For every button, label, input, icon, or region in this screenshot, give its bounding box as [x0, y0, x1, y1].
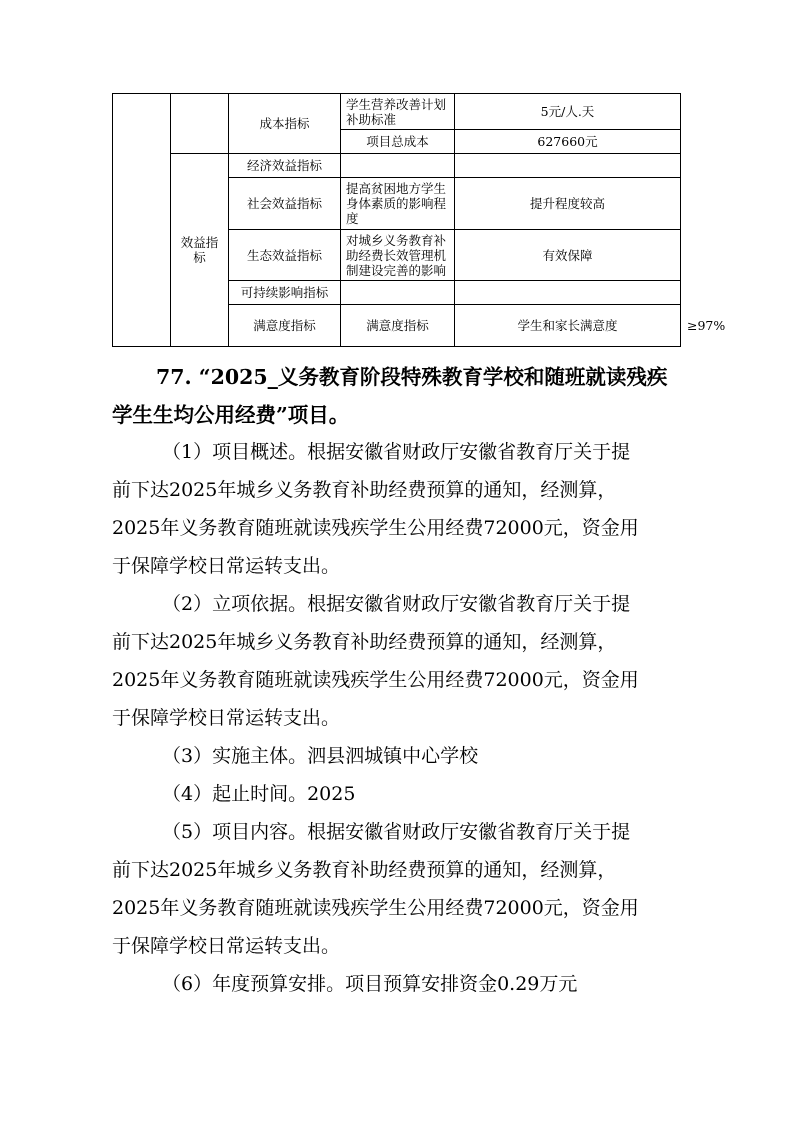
social-metric-cell: 提高贫困地方学生身体素质的影响程度: [341, 178, 455, 230]
satisfaction-indicator-label: 满意度指标: [229, 305, 341, 347]
paragraph-line: 2025年义务教育随班就读残疾学生公用经费72000元，资金用: [112, 897, 639, 919]
table-empty-cell: [113, 94, 171, 347]
paragraph-line: （4）起止时间。2025: [162, 783, 356, 805]
benefit-indicator-label: 效益指标: [171, 154, 229, 347]
paragraph-line: 前下达2025年城乡义务教育补助经费预算的通知，经测算，: [112, 479, 617, 501]
paragraph-line: 前下达2025年城乡义务教育补助经费预算的通知，经测算，: [112, 859, 617, 881]
heading-line: 学生生均公用经费”项目。: [112, 403, 350, 427]
cost-value-cell: 5元/人.天: [455, 94, 681, 130]
paragraph-line: 前下达2025年城乡义务教育补助经费预算的通知，经测算，: [112, 631, 617, 653]
paragraph-line: 于保障学校日常运转支出。: [112, 935, 341, 957]
paragraph-line: （3）实施主体。泗县泗城镇中心学校: [162, 745, 479, 767]
paragraph-line: 2025年义务教育随班就读残疾学生公用经费72000元，资金用: [112, 517, 639, 539]
project-heading: [112, 358, 692, 434]
cost-indicator-label: 成本指标: [229, 94, 341, 154]
table-empty-cell: [341, 281, 455, 305]
table-empty-cell: [341, 154, 455, 178]
cost-metric-cell: 项目总成本: [341, 130, 455, 154]
cost-metric-cell: 学生营养改善计划补助标准: [341, 94, 455, 130]
table-empty-cell: [455, 154, 681, 178]
paragraph-line: （2）立项依据。根据安徽省财政厅安徽省教育厅关于提: [162, 593, 631, 615]
paragraph-line: 于保障学校日常运转支出。: [112, 555, 341, 577]
economic-indicator-label: 经济效益指标: [229, 154, 341, 178]
paragraph-line: （1）项目概述。根据安徽省财政厅安徽省教育厅关于提: [162, 441, 631, 463]
ecological-indicator-label: 生态效益指标: [229, 230, 341, 281]
cost-value-cell: 627660元: [455, 130, 681, 154]
social-value-cell: 提升程度较高: [455, 178, 681, 230]
paragraph-line: （5）项目内容。根据安徽省财政厅安徽省教育厅关于提: [162, 821, 631, 843]
paragraph-line: 于保障学校日常运转支出。: [112, 707, 341, 729]
ecological-metric-cell: 对城乡义务教育补助经费长效管理机制建设完善的影响: [341, 230, 455, 281]
paragraph-line: 2025年义务教育随班就读残疾学生公用经费72000元，资金用: [112, 669, 639, 691]
table-empty-cell: [455, 281, 681, 305]
paragraph-line: （6）年度预算安排。项目预算安排资金0.29万元: [162, 973, 578, 995]
heading-line: 77. “2025_义务教育阶段特殊教育学校和随班就读残疾: [156, 365, 668, 389]
table-empty-cell: [171, 94, 229, 154]
satisfaction-metric-cell: 学生和家长满意度: [455, 305, 681, 347]
sustainability-indicator-label: 可持续影响指标: [229, 281, 341, 305]
performance-indicator-table: 成本指标 学生营养改善计划补助标准 5元/人.天 项目总成本 627660元 效益指标 经济效益指标 社会效益指标 提高贫困地方学生身体素质的影响程度 提升程度较高 生态效益指标 对城乡义务教育补助经费长效管理机制建设完善的影响 有效保障 可持续影响指标 满意度指标 满意度指标 学生和家长满意度 ≥97%: [112, 93, 681, 347]
social-indicator-label: 社会效益指标: [229, 178, 341, 230]
satisfaction-sub-label: 满意度指标: [341, 305, 455, 347]
project-body: [112, 433, 697, 1003]
ecological-value-cell: 有效保障: [455, 230, 681, 281]
